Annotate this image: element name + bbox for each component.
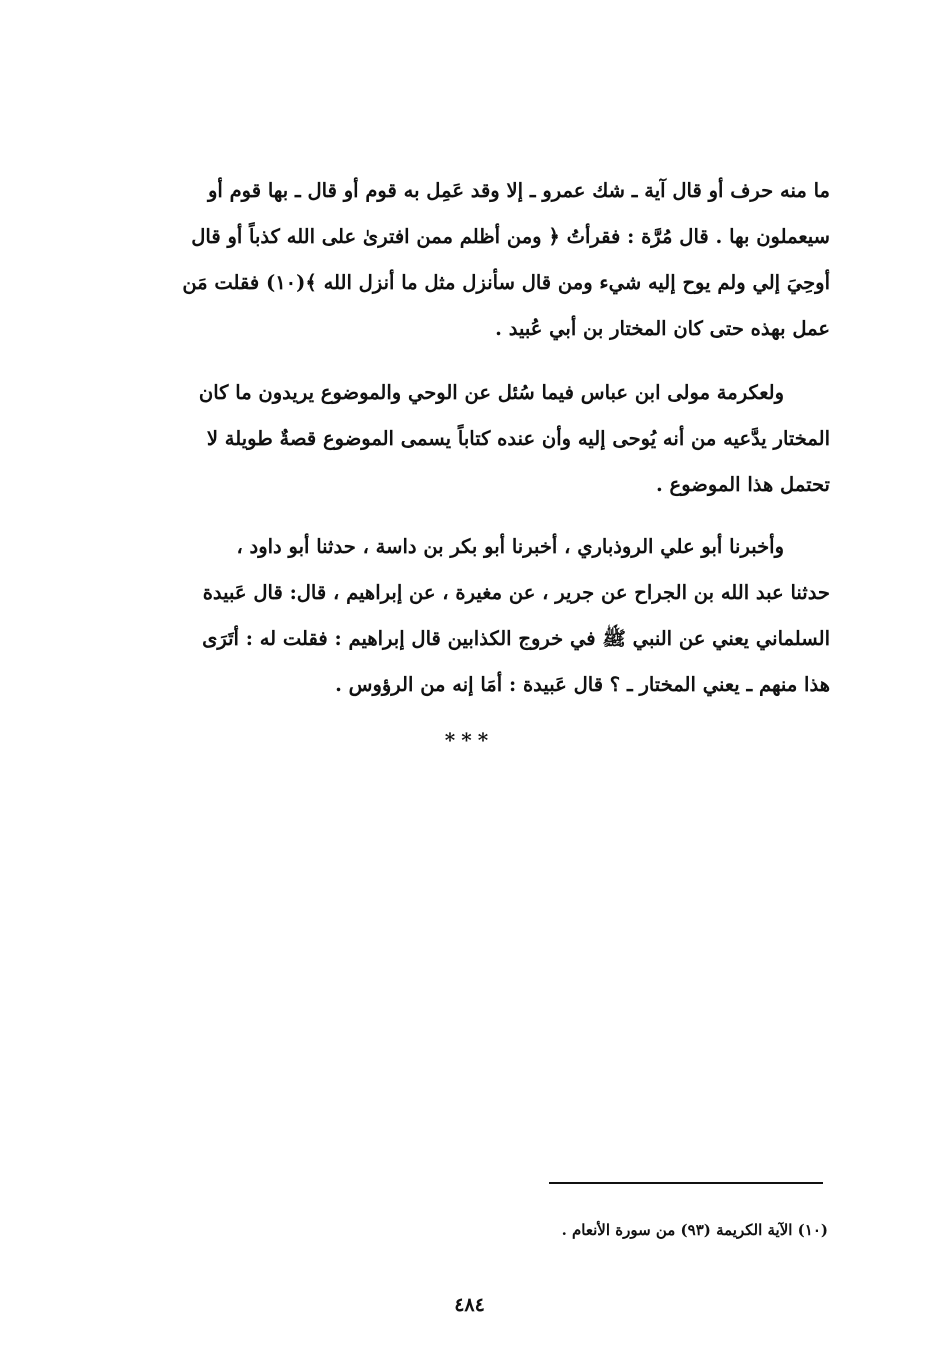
text-line: ولعكرمة مولى ابن عباس فيما سُئل عن الوحي والموضوع يريدون ما كان (198, 381, 784, 404)
paragraph-1 (100, 168, 830, 352)
text-line: تحتمل هذا الموضوع . (655, 473, 830, 496)
text-line: السلماني يعني عن النبي ﷺ في خروج الكذابين قال إبراهيم : فقلت له : أتَرَى (202, 627, 830, 650)
paragraph-2 (100, 370, 830, 508)
text-line: أوحِيَ إلي ولم يوح إليه شيء ومن قال سأنزل مثل ما أنزل الله ﴾(١٠) فقلت مَن (182, 271, 830, 294)
text-line: وأخبرنا أبو علي الروذباري ، أخبرنا أبو بكر بن داسة ، حدثنا أبو داود ، (236, 535, 784, 558)
text-line: هذا منهم ـ يعني المختار ـ ؟ قال عَبيدة : أمَا إنه من الرؤوس . (335, 673, 830, 696)
footnote-divider (549, 1182, 823, 1184)
text-line: سيعملون بها . قال مُرَّة : فقرأتُ ﴿ ومن أظلم ممن افترىٰ على الله كذباً أو قال (191, 225, 830, 248)
text-line: عمل بهذه حتى كان المختار بن أبي عُبيد . (495, 317, 830, 340)
page-number: ٤٨٤ (454, 1294, 485, 1316)
text-line: حدثنا عبد الله بن الجراح عن جرير ، عن مغيرة ، عن إبراهيم ، قال: قال عَبيدة (202, 581, 830, 604)
text-line: ما منه حرف أو قال آية ـ شك عمرو ـ إلا وقد عَمِل به قوم أو قال ـ بها قوم أو (207, 179, 830, 202)
footnote: (١٠) الآية الكريمة (٩٣) من سورة الأنعام . (561, 1221, 828, 1239)
paragraph-3 (100, 524, 830, 708)
section-separator: *** (444, 728, 495, 752)
text-line: المختار يدَّعيه من أنه يُوحى إليه وأن عنده كتاباً يسمى الموضوع قصةٌ طويلة لا (206, 427, 830, 450)
